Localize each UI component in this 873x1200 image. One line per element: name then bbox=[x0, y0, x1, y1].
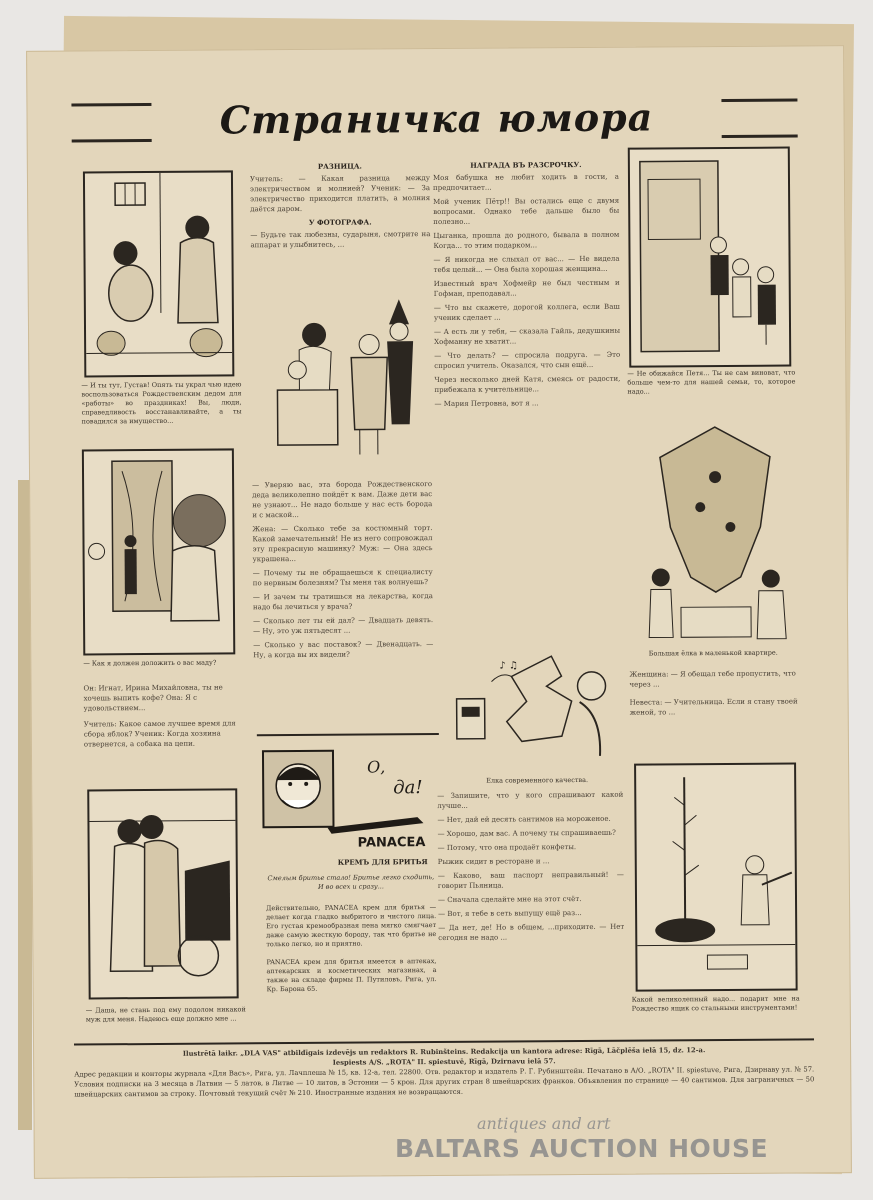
joke-promise: Женщина: — Я обещал тебе пропустить, что через ... bbox=[629, 669, 796, 689]
watermark-tagline: antiques and art bbox=[477, 1114, 611, 1133]
joke-nerves: — Почему ты не обращаешься к специалисту по нервным болезням? Ты меня так волнуешь? bbox=[252, 568, 433, 588]
caption-big-tree: Большая ёлка в маленькой квартире. bbox=[648, 648, 778, 658]
imprint-footer bbox=[74, 1038, 814, 1099]
ad-description: Действительно, PANACEA крем для бритья — делает когда гладко выбритого и чистого лица. Его густая кремообразная пена мягко смягчает даже самую жесткую бороду, так что бритье не только легко, но и приятно. bbox=[266, 903, 437, 949]
heading-reward: НАГРАДА ВЪ РАЗСРОЧКУ. bbox=[470, 159, 582, 170]
joke-text: — Потому, что она продаёт конфеты. bbox=[437, 843, 577, 853]
joke-photographer: — Будьте так любезны, сударыня, смотрите на аппарат и улыбнитесь, ... bbox=[250, 230, 431, 250]
joke-text: — Что делать? — спросила подруга. — Это спросил учитель. Оказался, что сын ещё... bbox=[434, 350, 621, 371]
cartoon-photographer bbox=[259, 289, 435, 470]
joke-text: Рыжик сидит в ресторане и ... bbox=[437, 857, 550, 867]
heading-photographer: У ФОТОГРАФА. bbox=[308, 217, 372, 227]
imprint-russian: Адрес редакции и конторы журнала «Для Васъ», Рига, ул. Лачплеша № 15, кв. 12-а, тел. 22800. Отв. редактор и издатель Р. Г. Рубинштейн. Печатано в А/О. „ROTA" II. spiestuve, Рига, Дзирнаву ул. № 57. Условия подписки на 3 месяца в Латвии — 5 латов, в Литве — 10 литов, в Эстонии — 5 крон. Для других стран 8 швейцарских франков. Объявления по странице — 40 сантимов. Для заграничных — 50 швейцарских сантимов за строку. Почтовый текущий счёт № 210. Иностранные издания не возвращаются. bbox=[74, 1065, 815, 1099]
cartoon-big-tree bbox=[630, 416, 802, 647]
joke-bride: Невеста: — Учительница. Если я стану твоей женой, то ... bbox=[629, 697, 798, 717]
ad-subtitle: КРЕМЪ ДЛЯ БРИТЬЯ bbox=[337, 857, 428, 867]
column-3-top bbox=[433, 158, 621, 413]
joke-text: — Запишите, что у кого спрашивают какой лучше... bbox=[437, 790, 624, 811]
watermark-name: BALTARS AUCTION HOUSE bbox=[395, 1134, 769, 1163]
caption-2: — Как я должен доложить о вас маду? bbox=[83, 658, 217, 668]
joke-text: — Сначала сделайте мне на этот счёт. bbox=[437, 895, 582, 905]
panacea-advertisement bbox=[257, 739, 441, 996]
joke-medicine: — И зачем ты тратишься на лекарства, когда надо бы лечиться у врача? bbox=[252, 592, 433, 612]
joke-apples: Учитель: Какое самое лучшее время для сбора яблок? Ученик: Когда хозяина отвернется, а собака на цепи. bbox=[83, 719, 236, 749]
joke-text: — Что вы скажете, дорогой коллега, если Ваш ученик сделает ... bbox=[433, 302, 620, 323]
column-2-top bbox=[250, 159, 431, 254]
svg-text:♪ ♫: ♪ ♫ bbox=[499, 660, 518, 672]
caption-children: — Не обижайся Петя... Ты не сам виноват, что больше чем-то для нашей семьи, то, которое надо... bbox=[627, 368, 796, 396]
imprint-latvian: Ilustrētā laikr. „DLA VAS" atbildīgais izdevējs un redaktors R. Rubinšteins. Redakcija un kantora adrese: Rīgā, Lāčplēša ielā 15, dz. 12-a. bbox=[182, 1046, 706, 1058]
cartoon-doorway bbox=[82, 448, 235, 655]
ad-retail-info: PANACEA крем для бритья имеется в аптеках, аптекарских и косметических магазинах, а также на складе фирмы П. Путиловъ, Рига, ул. Кр. Барона 65. bbox=[266, 957, 437, 994]
joke-text: Через несколько дней Катя, смеясь от радости, прибежала к учительнице... bbox=[434, 374, 621, 395]
joke-deliveries: — Сколько у вас поставок? — Двенадцать. — Ну, а когда вы их видели? bbox=[253, 640, 434, 660]
joke-text: — Да нет, де! Но в общем, ...приходите. — Нет сегодня не надо ... bbox=[438, 922, 625, 943]
joke-cake: Жена: — Сколько тебе за костюмный торт. Какой замечательный! Не из него сопровождал эту прекрасную машинку? Муж: — Она здесь украшена... bbox=[252, 524, 433, 564]
cartoon-two-ladies bbox=[87, 788, 238, 999]
joke-text: — Я никогда не слыхал от вас... — Не видела тебя целый... — Она была хорошая женщина... bbox=[433, 254, 620, 275]
ad-brand-name: PANACEA bbox=[357, 835, 426, 851]
joke-text: — Вот, я тебе в сеть выпущу ещё раз... bbox=[438, 909, 582, 919]
caption-modern-tree: Елка современного качества. bbox=[486, 775, 589, 785]
joke-text: — Каково, ваш паспорт неправильный! — говорит Пьяница. bbox=[437, 870, 624, 891]
joke-text: — Нет, дай ей десять сантимов на мороженое. bbox=[437, 814, 611, 825]
heading-difference: РАЗНИЦА. bbox=[317, 161, 362, 171]
caption-bare-tree: Какой великолепный надо... подарит мне на Рождество ящик со стальными инструментами! bbox=[631, 994, 800, 1013]
ad-man-portrait bbox=[262, 750, 335, 829]
cartoon-children-door bbox=[628, 147, 792, 368]
cartoon-santa-thief bbox=[83, 170, 234, 377]
joke-text: Мой ученик Пётр!! Вы остались еще с двумя вопросами. Однако тебе дальше было бы полезно... bbox=[433, 196, 620, 227]
column-3-bottom bbox=[437, 790, 624, 947]
joke-beard: — Уверяю вас, эта борода Рождественского деда великолепно пойдёт к вам. Даже дети вас не узнают... Не надо больше у нас есть борода и с маской... bbox=[252, 480, 433, 520]
title-banner bbox=[71, 86, 797, 151]
joke-text: — Хорошо, дам вас. А почему ты спрашиваешь? bbox=[437, 828, 616, 839]
ad-slogan-da: да! bbox=[393, 777, 423, 799]
joke-coffee: Он: Игнат, Ирина Михайловна, ты не хочешь выпить кофе? Она: Я с удовольствием... bbox=[83, 683, 223, 713]
joke-difference: Учитель: — Какая разница между электричеством и молнией? Ученик: — За электричество приходится платить, а молния даётся даром. bbox=[249, 174, 431, 214]
shaving-tube-icon bbox=[327, 815, 427, 836]
cartoon-modern-tree bbox=[451, 646, 622, 777]
cartoon-bare-tree bbox=[634, 763, 798, 992]
caption-1: — И ты тут, Густав! Опять ты украл чью идею воспользоваться Рождественским дедом для «работы» во праздниках! Вы, люди, справедливость восстанавливайте, а ты повадился за имущество... bbox=[81, 380, 242, 426]
imprint-printer: Iespiests A/S. „ROTA" II. spiestuvē, Rīgā, Dzirnavu ielā 57. bbox=[332, 1057, 556, 1067]
ad-verse: Смелым бритье стало! Бритье легко сходить, И во всех и сразу... bbox=[267, 873, 435, 891]
page-title: Страничка юмора bbox=[219, 94, 654, 143]
ad-divider bbox=[257, 733, 439, 736]
newspaper-page bbox=[26, 45, 852, 1179]
joke-text: — А есть ли у тебя, — сказала Гайль, дедушкины Хофманну не хватит... bbox=[434, 326, 621, 347]
joke-age: — Сколько лет ты ей дал? — Двадцать девять. — Ну, это уж пятьдесят ... bbox=[253, 616, 434, 636]
joke-text: — Мария Петровна, вот я ... bbox=[434, 399, 539, 409]
column-2-middle bbox=[252, 479, 433, 664]
joke-text: Цыганка, прошла до родного, бывала в полном Когда... то этим подарком... bbox=[433, 230, 620, 251]
auction-watermark bbox=[395, 1112, 795, 1172]
ad-slogan-o: О, bbox=[367, 757, 386, 777]
joke-text: Моя бабушка не любит ходить в гости, а предпочитает... bbox=[432, 172, 619, 193]
caption-3: — Даша, не стань под ему подолом никакой муж для меня. Надеюсь еще должно мне ... bbox=[85, 1005, 246, 1024]
joke-text: Известный врач Хофмейр не был честным и Гофман, преподавал... bbox=[433, 278, 620, 299]
